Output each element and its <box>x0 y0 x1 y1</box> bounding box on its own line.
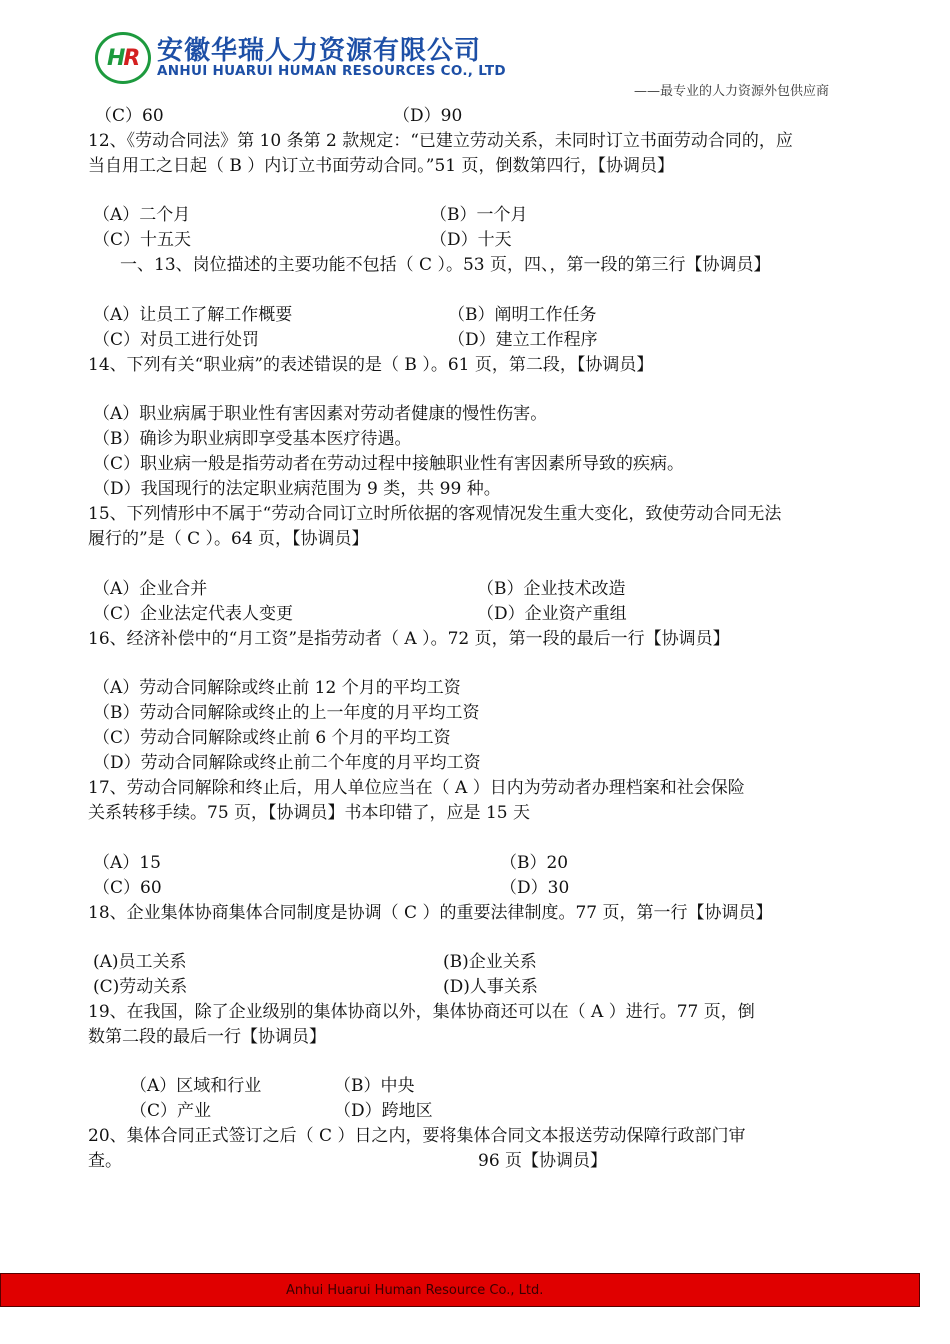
text-line: 一、13、岗位描述的主要功能不包括（ C ）。53 页，四、，第一段的第三行【协调员】 <box>120 255 771 275</box>
text-line: 16、经济补偿中的“月工资”是指劳动者（ A ）。72 页，第一段的最后一行【协调员】 <box>88 629 730 649</box>
text-line: （B）20 <box>500 853 569 873</box>
text-line: （A）劳动合同解除或终止前 12 个月的平均工资 <box>93 678 461 698</box>
text-line: (A)员工关系 <box>93 952 187 972</box>
text-line: 12、《劳动合同法》第 10 条第 2 款规定：“已建立劳动关系，未同时订立书面劳动合同的，应 <box>88 131 793 151</box>
text-line: （C）对员工进行处罚 <box>93 330 260 350</box>
footer-text: Anhui Huarui Human Resource Co., Ltd. <box>286 1283 544 1298</box>
text-line: （D）90 <box>393 106 463 126</box>
text-line: （D）我国现行的法定职业病范围为 9 类，共 99 种。 <box>93 479 501 499</box>
text-line: (B)企业关系 <box>443 952 537 972</box>
text-line: （C）产业 <box>130 1101 212 1121</box>
text-line: （B）确诊为职业病即享受基本医疗待遇。 <box>93 429 412 449</box>
text-line: （B）一个月 <box>430 205 528 225</box>
text-line: 17、劳动合同解除和终止后，用人单位应当在（ A ）日内为劳动者办理档案和社会保险 <box>88 778 745 798</box>
text-line: 查。 <box>88 1151 122 1171</box>
hr-logo-icon: HR <box>95 32 151 84</box>
text-line: 14、下列有关“职业病”的表述错误的是（ B ）。61 页，第二段，【协调员】 <box>88 355 654 375</box>
text-line: （A）区域和行业 <box>130 1076 262 1096</box>
text-line: （C）十五天 <box>93 230 192 250</box>
text-line: 履行的”是（ C ）。64 页，【协调员】 <box>88 529 369 549</box>
text-line: （C）职业病一般是指劳动者在劳动过程中接触职业性有害因素所导致的疾病。 <box>93 454 685 474</box>
text-line: 关系转移手续。75 页，【协调员】书本印错了，应是 15 天 <box>88 803 530 823</box>
text-line: 96 页【协调员】 <box>478 1151 608 1171</box>
text-line: 当自用工之日起（ B ）内订立书面劳动合同。”51 页，倒数第四行，【协调员】 <box>88 156 675 176</box>
company-logo <box>95 30 506 86</box>
text-line: 18、企业集体协商集体合同制度是协调（ C ）的重要法律制度。77 页，第一行【协调员】 <box>88 903 773 923</box>
text-line: (C)劳动关系 <box>93 977 188 997</box>
text-line: （A）二个月 <box>93 205 191 225</box>
text-line: （C）60 <box>93 878 162 898</box>
text-line: （C）劳动合同解除或终止前 6 个月的平均工资 <box>93 728 451 748</box>
company-name-cn: 安徽华瑞人力资源有限公司 <box>157 36 482 66</box>
text-line: （A）职业病属于职业性有害因素对劳动者健康的慢性伤害。 <box>93 404 548 424</box>
header-slogan: ——最专业的人力资源外包供应商 <box>634 84 830 99</box>
text-line: （C）60 <box>95 106 164 126</box>
text-line: 数第二段的最后一行【协调员】 <box>88 1027 326 1047</box>
text-line: （C）企业法定代表人变更 <box>93 604 294 624</box>
text-line: (D)人事关系 <box>443 977 538 997</box>
footer-bar <box>0 1273 920 1307</box>
text-line: 19、在我国，除了企业级别的集体协商以外，集体协商还可以在（ A ）进行。77 页，倒 <box>88 1002 755 1022</box>
text-line: 20、集体合同正式签订之后（ C ）日之内，要将集体合同文本报送劳动保障行政部门审 <box>88 1126 746 1146</box>
text-line: （A）让员工了解工作概要 <box>93 305 293 325</box>
text-line: （B）中央 <box>334 1076 415 1096</box>
text-line: （D）建立工作程序 <box>448 330 598 350</box>
company-name-en: ANHUI HUARUI HUMAN RESOURCES CO., LTD <box>157 63 506 79</box>
text-line: （D）30 <box>500 878 570 898</box>
text-line: 15、下列情形中不属于“劳动合同订立时所依据的客观情况发生重大变化，致使劳动合同无法 <box>88 504 782 524</box>
text-line: （A）企业合并 <box>93 579 208 599</box>
text-line: （D）劳动合同解除或终止前二个年度的月平均工资 <box>93 753 481 773</box>
text-line: （D）跨地区 <box>334 1101 433 1121</box>
text-line: （D）十天 <box>430 230 512 250</box>
text-line: （B）阐明工作任务 <box>448 305 597 325</box>
text-line: （D）企业资产重组 <box>477 604 627 624</box>
text-line: （B）劳动合同解除或终止的上一年度的月平均工资 <box>93 703 480 723</box>
text-line: （A）15 <box>93 853 161 873</box>
text-line: （B）企业技术改造 <box>477 579 626 599</box>
